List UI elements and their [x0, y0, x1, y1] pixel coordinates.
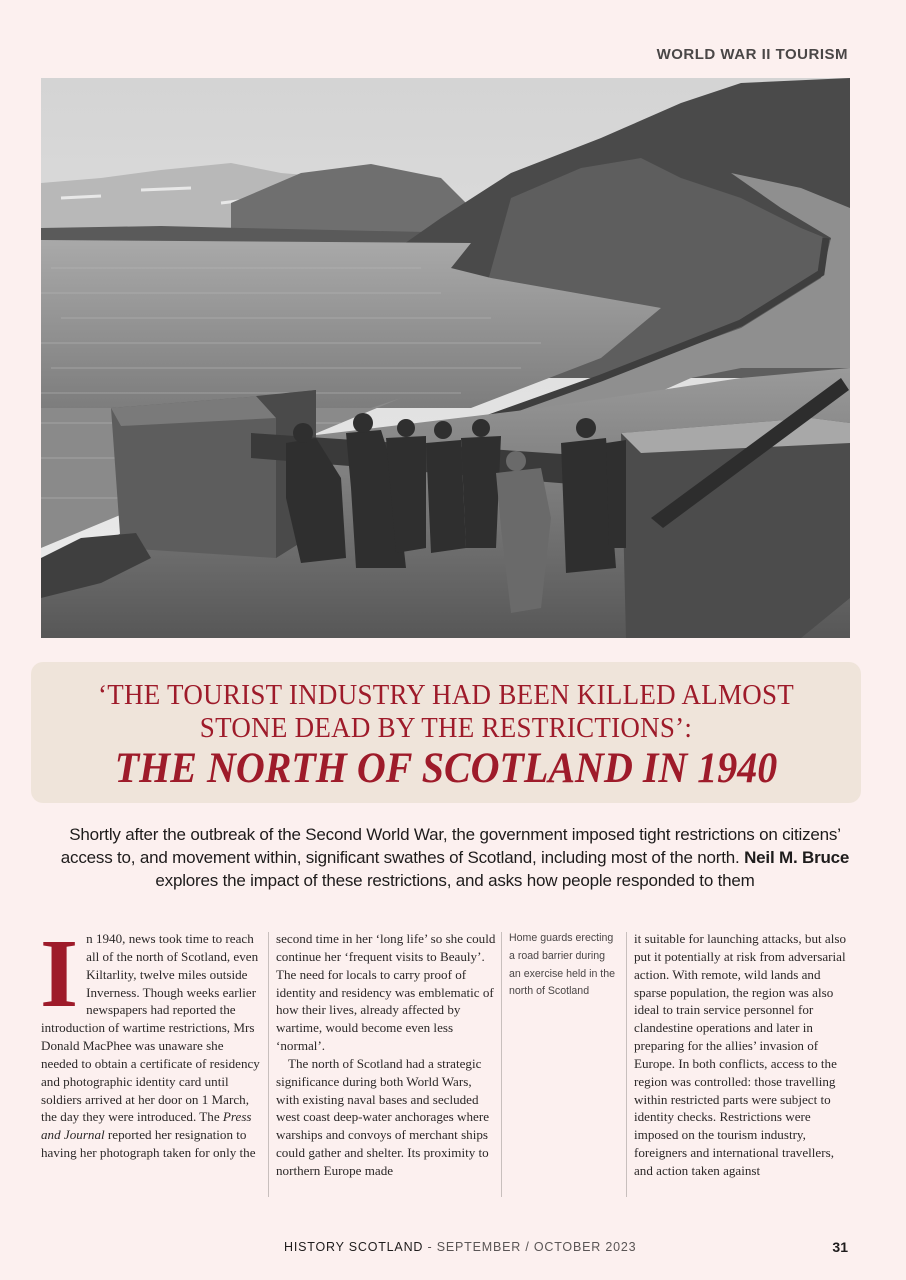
body-paragraph: The north of Scotland had a strategic significance during both World Wars, with existing naval bases and secluded west coast deep-water anchorages where warships and convoys of merchant ships could gather and shelter. Its proximity to northern Europe made — [276, 1055, 490, 1178]
title-quote-line-2: STONE DEAD BY THE RESTRICTIONS’: — [199, 712, 693, 744]
author-name: Neil M. Bruce — [744, 848, 850, 867]
column-divider — [501, 932, 502, 1197]
photo-caption: Home guards erecting a road barrier during an exercise held in the north of Scotland — [509, 932, 616, 998]
body-paragraph: second time in her ‘long life’ so she could continue her ‘frequent visits to Beauly’. The need for locals to carry proof of identity and residency was emblematic of how their lives, already affected by wartime, would become even less ‘normal’. — [276, 931, 496, 1054]
page-footer — [284, 1240, 636, 1254]
magazine-name: HISTORY SCOTLAND — [284, 1240, 424, 1254]
article-title-box — [31, 662, 861, 803]
standfirst — [60, 823, 850, 892]
body-column-2 — [276, 930, 496, 1180]
title-quote-line-1: ‘THE TOURIST INDUSTRY HAD BEEN KILLED ALMOST — [97, 679, 795, 711]
photo-illustration — [41, 78, 850, 638]
body-column-4 — [634, 930, 854, 1180]
body-text: reported her resignation to having her photograph taken for only the — [41, 1127, 256, 1161]
standfirst-intro: Shortly after the outbreak of the Second World War, the government imposed tight restrictions on citizens’ access to, and movement within, significant swathes of Scotland, including most of the north. — [60, 825, 841, 867]
standfirst-outro: explores the impact of these restrictions, and asks how people responded to them — [155, 871, 755, 890]
footer-separator: - — [423, 1240, 437, 1254]
drop-cap: I — [40, 920, 79, 1028]
publication-title: Press and Journal — [41, 1109, 252, 1143]
column-divider — [268, 932, 269, 1197]
body-text: n 1940, news took time to reach all of the north of Scotland, even Kiltarlity, twelve miles outside Inverness. Though weeks earlier newspapers had reported the introduction of wartime restrictions, Mrs Donald MacPhee was unaware she needed to obtain a certificate of residency and photographic identity card until soldiers arrived at her door on 1 March, the day they were introduced. The — [41, 931, 260, 1125]
article-photo — [41, 78, 850, 638]
body-column-1 — [40, 920, 263, 1162]
body-paragraph: it suitable for launching attacks, but also put it potentially at risk from adversarial action. With remote, wild lands and sparse population, the region was also ideal to train service personnel for clandestine operations and later in preparing for the allies’ invasion of Europe. In both conflicts, access to the region was controlled: those travelling within restricted parts were subject to identity checks. Restrictions were imposed on the tourism industry, foreigners and international travellers, and action taken against — [634, 931, 846, 1178]
title-main: THE NORTH OF SCOTLAND IN 1940 — [114, 745, 778, 792]
page-number: 31 — [832, 1239, 848, 1255]
issue-date: SEPTEMBER / OCTOBER 2023 — [436, 1240, 637, 1254]
column-divider — [626, 932, 627, 1197]
section-label: WORLD WAR II TOURISM — [656, 46, 848, 63]
